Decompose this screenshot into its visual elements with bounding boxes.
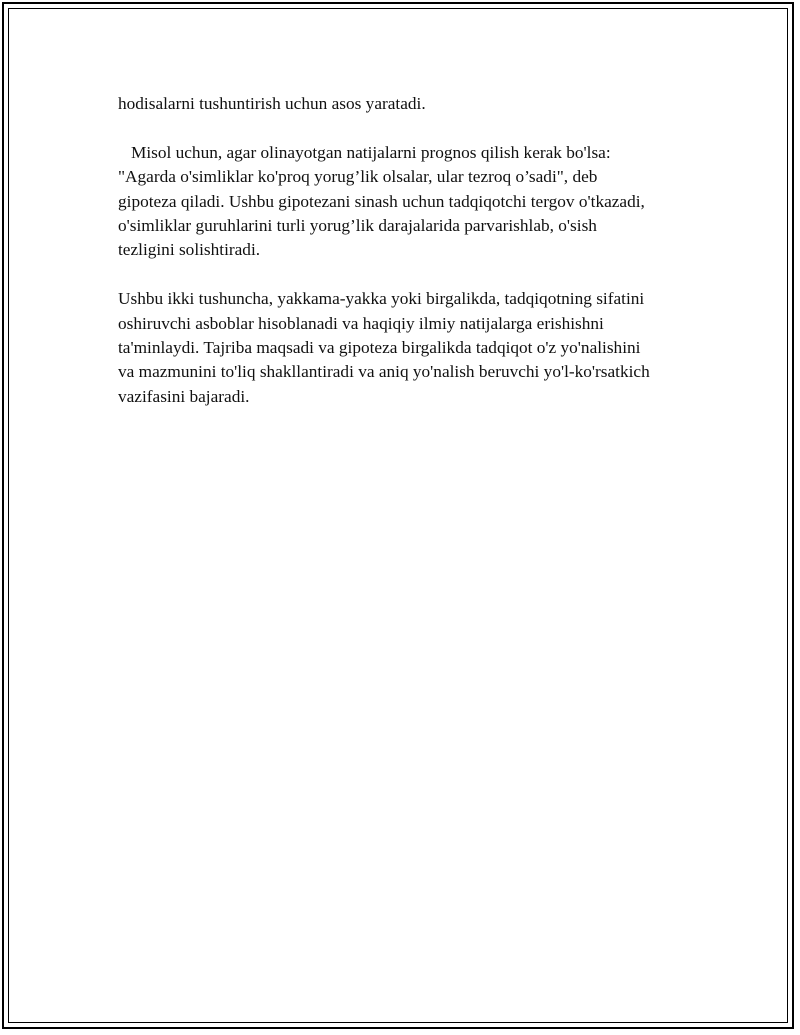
text-line: va mazmunini to'liq shakllantiradi va aniq yo'nalish beruvchi yo'l-ko'rsatkich — [118, 362, 650, 382]
text-line: vazifasini bajaradi. — [118, 386, 250, 406]
text-line: hodisalarni tushuntirish uchun asos yaratadi. — [118, 94, 426, 113]
text-line: oshiruvchi asboblar hisoblanadi va haqiqiy ilmiy natijalarga erishishni — [118, 313, 604, 333]
text-line: "Agarda o'simliklar ko'proq yorug’lik olsalar, ular tezroq o’sadi", deb — [118, 167, 598, 187]
document-body — [118, 92, 698, 409]
paragraph-3 — [118, 287, 698, 409]
text-line: Misol uchun, agar olinayotgan natijalarni prognos qilish kerak bo'lsa: — [118, 142, 611, 162]
paragraph-1 — [118, 92, 698, 116]
text-line: o'simliklar guruhlarini turli yorug’lik darajalarida parvarishlab, o'sish — [118, 215, 597, 235]
paragraph-2 — [118, 141, 698, 263]
text-line: tezligini solishtiradi. — [118, 240, 261, 260]
text-line: gipoteza qiladi. Ushbu gipotezani sinash uchun tadqiqotchi tergov o'tkazadi, — [118, 191, 645, 211]
text-line: ta'minlaydi. Tajriba maqsadi va gipoteza birgalikda tadqiqot o'z yo'nalishini — [118, 337, 641, 357]
text-line: Ushbu ikki tushuncha, yakkama-yakka yoki birgalikda, tadqiqotning sifatini — [118, 289, 645, 309]
